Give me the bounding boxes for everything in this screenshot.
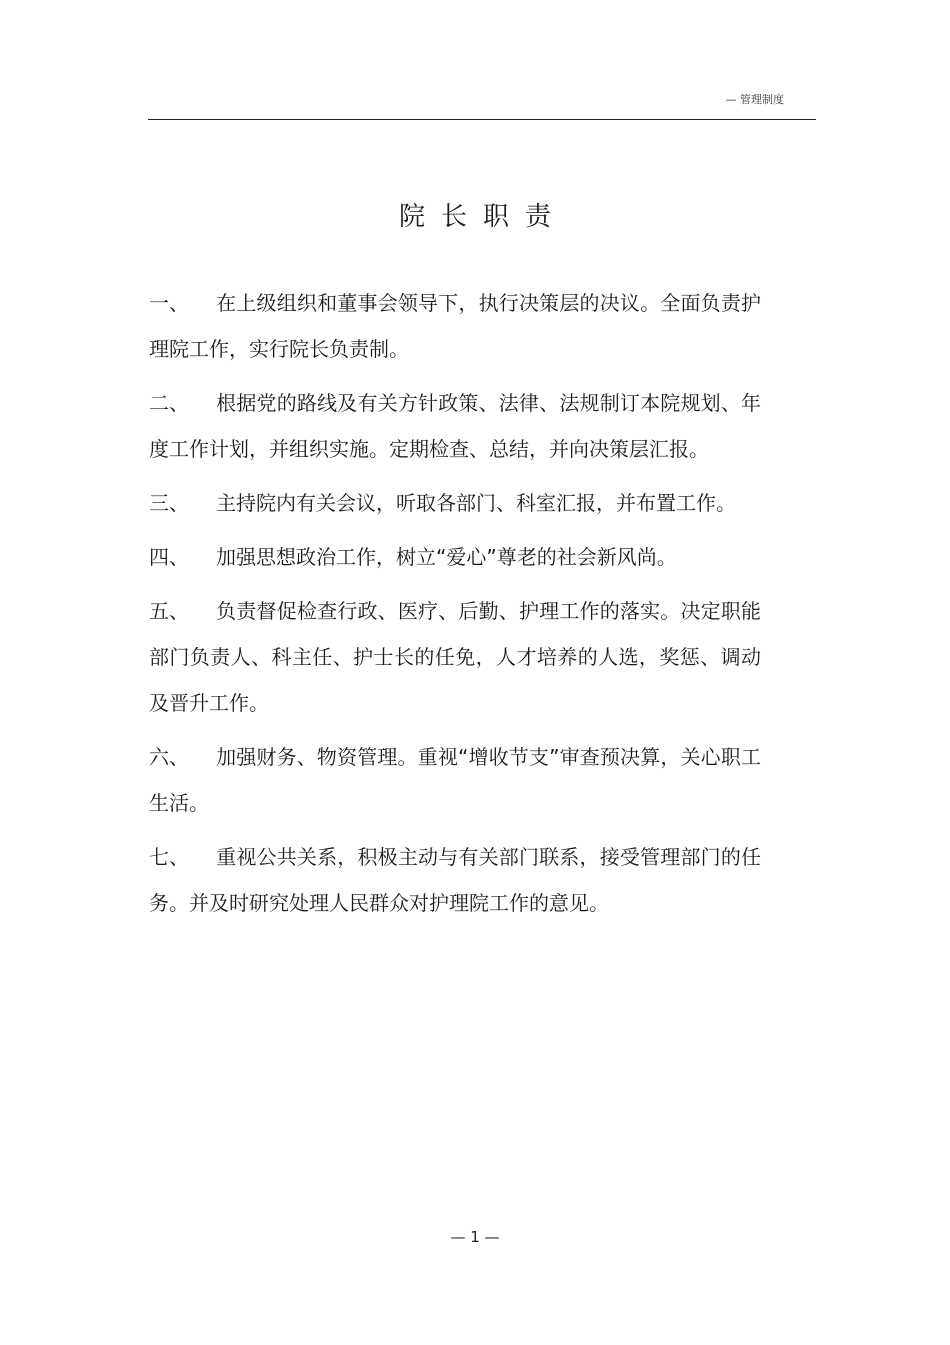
clause-number: 七、 [149, 845, 189, 869]
clause-number: 一、 [149, 291, 189, 315]
clause-number: 三、 [149, 491, 189, 515]
clause-text: 根据党的路线及有关方针政策、法律、法规制订本院规划、年度工作计划，并组织实施。定期检查、总结，并向决策层汇报。 [149, 391, 761, 461]
clause-list [149, 280, 761, 934]
page-number: — 1 — [450, 1228, 500, 1246]
clause-1 [149, 280, 761, 372]
clause-text: 重视公共关系，积极主动与有关部门联系，接受管理部门的任务。并及时研究处理人民群众对护理院工作的意见。 [149, 845, 761, 915]
clause-text: 主持院内有关会议，听取各部门、科室汇报，并布置工作。 [216, 491, 736, 515]
clause-text: 在上级组织和董事会领导下，执行决策层的决议。全面负责护理院工作，实行院长负责制。 [149, 291, 761, 361]
running-header: — 管理制度 [725, 93, 784, 106]
clause-text: 负责督促检查行政、医疗、后勤、护理工作的落实。决定职能部门负责人、科主任、护士长的任免，人才培养的人选，奖惩、调动及晋升工作。 [149, 599, 761, 715]
clause-text: 加强思想政治工作，树立“爱心”尊老的社会新风尚。 [216, 545, 677, 569]
clause-text: 加强财务、物资管理。重视“增收节支”审查预决算，关心职工生活。 [149, 745, 761, 815]
document-title: 院长职责 [398, 202, 567, 232]
clause-6 [149, 734, 761, 826]
clause-7 [149, 834, 761, 926]
clause-3 [149, 480, 761, 526]
header-divider [148, 119, 816, 120]
clause-number: 二、 [149, 391, 189, 415]
clause-2 [149, 380, 761, 472]
clause-number: 六、 [149, 745, 189, 769]
clause-number: 五、 [149, 599, 189, 623]
clause-number: 四、 [149, 545, 189, 569]
clause-5 [149, 588, 761, 726]
clause-4 [149, 534, 761, 580]
